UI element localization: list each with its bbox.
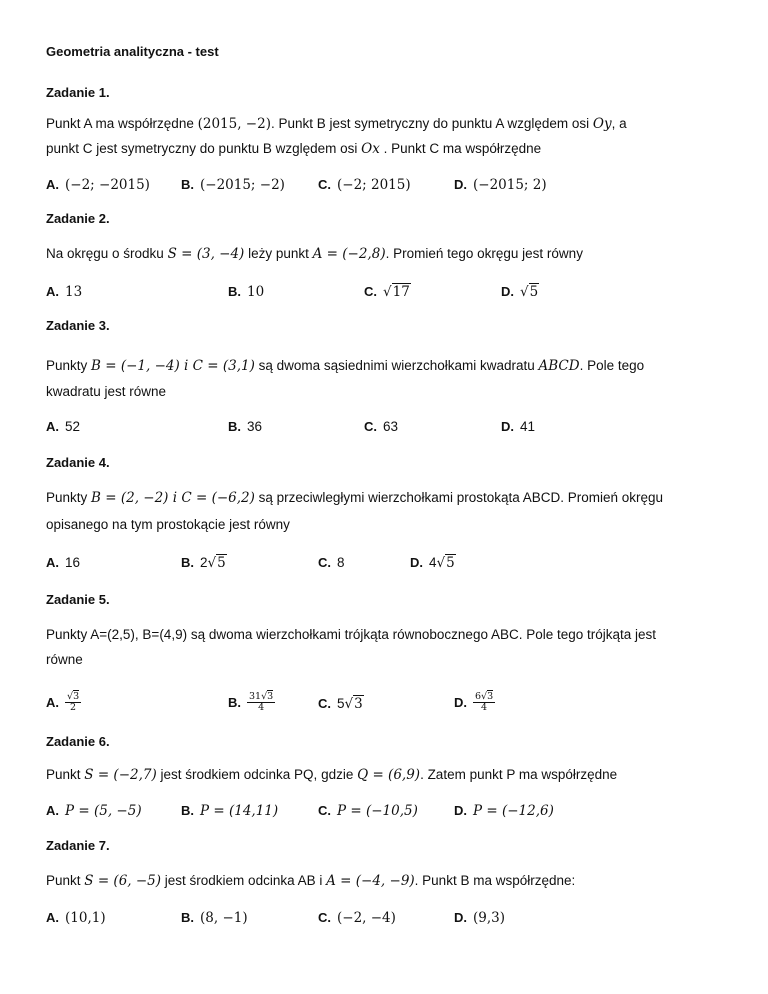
option-d[interactable]: D. 4√5: [410, 555, 455, 571]
option-d[interactable]: D. 41: [501, 419, 536, 434]
fraction: $\frac{31√3}{4}$: [249, 691, 274, 714]
text-segment: Punkt A ma współrzędne: [46, 116, 198, 131]
task-7-heading: Zadanie 7.: [46, 838, 110, 853]
text-segment: punkt C jest symetryczny do punktu B względem osi: [46, 141, 362, 156]
option-b[interactable]: B. (−2015; −2): [181, 177, 285, 193]
task-4-options: [46, 555, 726, 577]
fraction: $\frac{6√3}{4}$: [475, 691, 494, 714]
document-title: Geometria analityczna - test: [46, 44, 219, 59]
math-expression: Q = (6,9): [357, 767, 421, 783]
fraction: $\frac{√3}{2}$: [67, 691, 80, 714]
sqrt-expression: √3: [344, 696, 363, 712]
option-b[interactable]: B. P = (14,11): [181, 803, 279, 819]
task-2-text-line-1: Na okręgu o środku S = (3, −4) leży punkt A = (−2,8). Promień tego okręgu jest równy: [46, 246, 583, 262]
task-2-heading: Zadanie 2.: [46, 211, 110, 226]
math-expression: S = (3, −4): [167, 246, 245, 262]
task-2-options: [46, 284, 726, 306]
option-a[interactable]: A. 13: [46, 284, 83, 300]
option-b[interactable]: B. 2√5: [181, 555, 226, 571]
task-3-text-line-2: kwadratu jest równe: [46, 384, 167, 399]
task-6-options: [46, 803, 726, 825]
math-coordinates: (2015, −2): [197, 116, 271, 132]
task-4-text-line-1: Punkty B = (2, −2) i C = (−6,2) są przeciwległymi wierzchołkami prostokąta ABCD. Promień okręgu: [46, 490, 664, 506]
sqrt-expression: √5: [520, 284, 539, 300]
option-d[interactable]: D. (−2015; 2): [454, 177, 547, 193]
task-3-text-line-1: Punkty B = (−1, −4) i C = (3,1) są dwoma sąsiednimi wierzchołkami kwadratu ABCD. Pole tego: [46, 358, 645, 374]
option-d[interactable]: D. √5: [501, 284, 539, 300]
task-1-text-line-2: [46, 141, 541, 157]
option-c[interactable]: C. 8: [318, 555, 345, 570]
task-7-text-line-1: Punkt S = (6, −5) jest środkiem odcinka AB i A = (−4, −9). Punkt B ma współrzędne:: [46, 873, 576, 889]
task-5-heading: Zadanie 5.: [46, 592, 110, 607]
task-7-options: [46, 910, 726, 932]
math-expression: A = (−2,8): [312, 246, 386, 262]
task-1-options: [46, 177, 726, 199]
task-5-text-line-1: Punkty A=(2,5), B=(4,9) są dwoma wierzchołkami trójkąta równobocznego ABC. Pole tego trójkąta jest: [46, 627, 657, 642]
option-a[interactable]: A. 52: [46, 419, 81, 434]
task-6-heading: Zadanie 6.: [46, 734, 110, 749]
text-segment: , a: [611, 116, 627, 131]
math-expression: ABCD: [538, 358, 580, 374]
option-a[interactable]: A. $\frac{√3}{2}$: [46, 691, 80, 714]
task-4-text-line-2: opisanego na tym prostokącie jest równy: [46, 517, 290, 532]
math-expression: B = (−1, −4) i C = (3,1): [91, 358, 255, 374]
math-axis: Ox: [361, 141, 380, 157]
text-segment: . Punkt B jest symetryczny do punktu A względem osi: [270, 116, 593, 131]
math-expression: S = (−2,7): [84, 767, 157, 783]
task-4-heading: Zadanie 4.: [46, 455, 110, 470]
option-c[interactable]: C. P = (−10,5): [318, 803, 418, 819]
option-c[interactable]: C. 63: [364, 419, 399, 434]
task-6-text-line-1: Punkt S = (−2,7) jest środkiem odcinka PQ, gdzie Q = (6,9). Zatem punkt P ma współrzędne: [46, 767, 618, 783]
math-axis: Oy: [592, 116, 612, 132]
option-d[interactable]: D. P = (−12,6): [454, 803, 554, 819]
task-5-options: [46, 688, 726, 718]
task-3-heading: Zadanie 3.: [46, 318, 110, 333]
option-d[interactable]: D. $\frac{6√3}{4}$: [454, 691, 494, 714]
option-c[interactable]: C. (−2, −4): [318, 910, 396, 926]
option-a[interactable]: A. (10,1): [46, 910, 106, 926]
option-a[interactable]: A. P = (5, −5): [46, 803, 142, 819]
option-a[interactable]: A. 16: [46, 555, 81, 570]
task-5-text-line-2: równe: [46, 652, 83, 667]
text-segment: . Punkt C ma współrzędne: [379, 141, 542, 156]
option-b[interactable]: B. $\frac{31√3}{4}$: [228, 691, 274, 714]
option-b[interactable]: B. 36: [228, 419, 263, 434]
sqrt-expression: √5: [436, 555, 455, 571]
math-expression: A = (−4, −9): [326, 873, 415, 889]
option-d[interactable]: D. (9,3): [454, 910, 506, 926]
option-c[interactable]: C. (−2; 2015): [318, 177, 411, 193]
option-c[interactable]: C. √17: [364, 284, 410, 300]
task-3-options: [46, 419, 726, 441]
option-b[interactable]: B. (8, −1): [181, 910, 248, 926]
sqrt-expression: √5: [207, 555, 226, 571]
option-c[interactable]: C. 5√3: [318, 696, 363, 712]
option-a[interactable]: A. (−2; −2015): [46, 177, 150, 193]
math-expression: B = (2, −2) i C = (−6,2): [91, 490, 255, 506]
math-expression: S = (6, −5): [84, 873, 162, 889]
task-1-heading: Zadanie 1.: [46, 85, 110, 100]
task-1-text-line-1: [46, 116, 627, 132]
sqrt-expression: √17: [383, 284, 410, 300]
option-b[interactable]: B. 10: [228, 284, 265, 300]
